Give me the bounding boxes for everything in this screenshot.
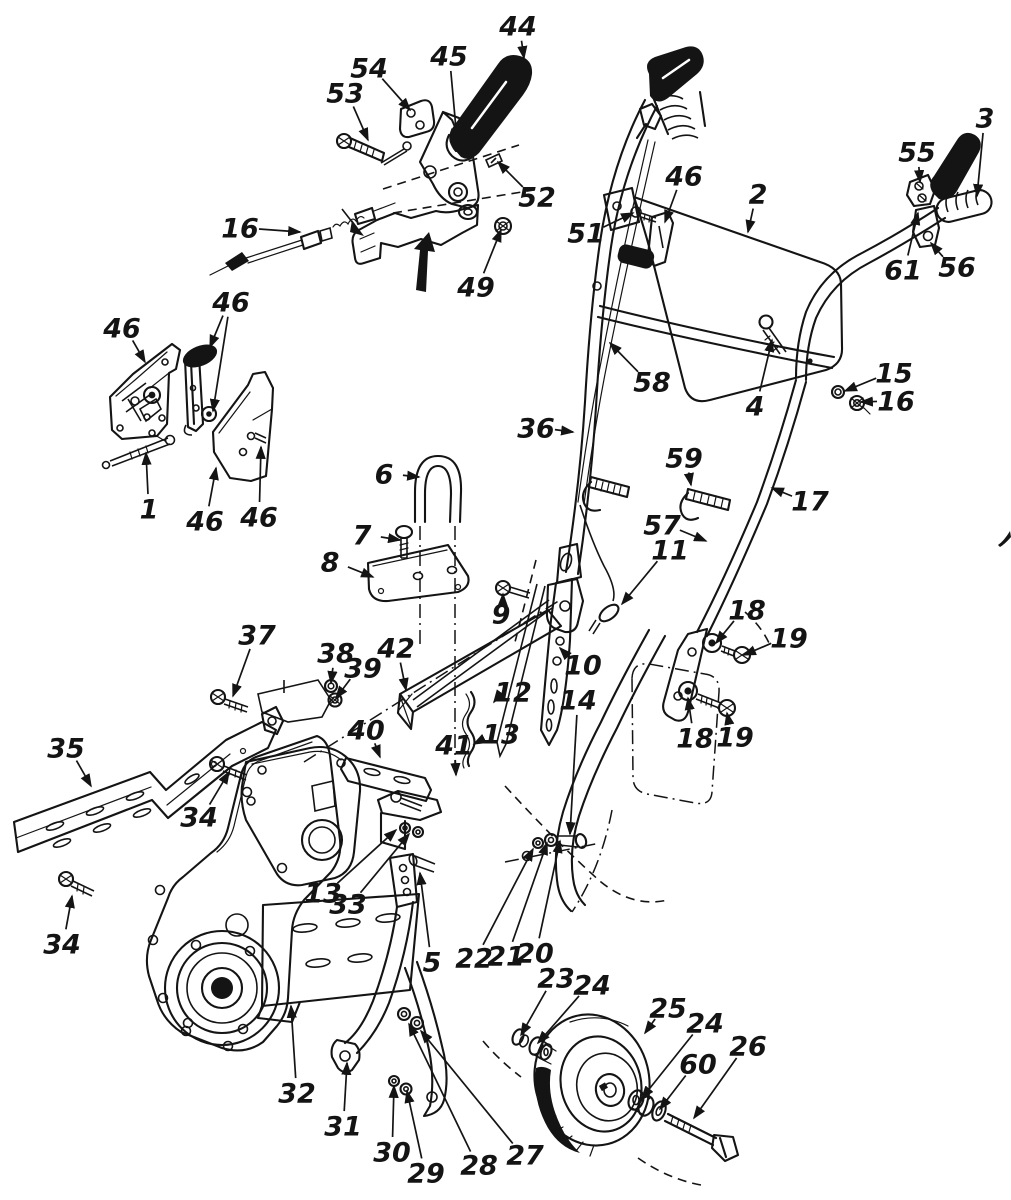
bolt-34-lower: [59, 872, 94, 896]
callout-16: [221, 214, 300, 245]
callout-label: 37: [238, 620, 276, 652]
callout-label: 21: [487, 941, 525, 973]
callout-42: [376, 634, 415, 690]
leader-line: [622, 561, 657, 604]
callout-30: [373, 1086, 411, 1169]
washer-23: [510, 1028, 530, 1048]
callout-label: 28: [460, 1150, 498, 1182]
washer-18-upper: [703, 634, 721, 652]
leader-line: [400, 663, 406, 690]
callout-58: [610, 343, 671, 399]
callout-36: [517, 414, 573, 445]
callout-label: 33: [329, 889, 367, 921]
callout-label: 14: [559, 685, 597, 717]
callout-label: 32: [278, 1078, 316, 1110]
callout-19: [744, 624, 808, 655]
callout-label: 4: [745, 391, 765, 423]
callout-34: [180, 772, 229, 834]
callout-label: 44: [499, 11, 537, 43]
callout-label: 2: [748, 179, 768, 211]
callout-31: [324, 1063, 362, 1143]
leader-line: [772, 488, 792, 496]
panel-lever-46: [616, 212, 673, 270]
callout-20: [516, 841, 560, 970]
callout-label: 7: [352, 520, 372, 552]
callout-13: [474, 720, 520, 751]
callout-label: 24: [573, 970, 611, 1002]
callout-label: 25: [649, 993, 687, 1025]
pivot-clevis: [547, 544, 583, 632]
leader-line: [455, 760, 456, 775]
callout-label: 3: [975, 103, 995, 135]
callout-17: [772, 487, 829, 518]
callout-label: 46: [212, 287, 250, 319]
callout-label: 61: [884, 255, 922, 287]
leader-line: [146, 453, 148, 494]
callout-40: [346, 716, 385, 757]
callout-label: 39: [344, 653, 382, 685]
callout-label: 46: [186, 506, 224, 538]
callout-label: 5: [422, 947, 442, 979]
callout-23: [521, 964, 575, 1035]
leader-line: [919, 167, 920, 182]
leader-line: [409, 1024, 471, 1152]
cable-clamp-54: [400, 100, 434, 137]
callout-label: 54: [350, 53, 388, 85]
callout-46: [664, 162, 703, 222]
callout-5: [420, 873, 441, 979]
callout-label: 38: [317, 638, 355, 670]
leader-line: [233, 649, 250, 696]
callout-label: 58: [633, 367, 671, 399]
bracket-13-33: [378, 791, 441, 849]
leader-line: [393, 1086, 394, 1137]
callout-label: 35: [47, 733, 85, 765]
callout-41: [434, 731, 473, 775]
nut-16: [850, 396, 870, 414]
leader-line: [210, 316, 223, 347]
callout-9: [492, 594, 511, 631]
callout-label: 15: [875, 358, 913, 390]
leader-line: [845, 378, 876, 391]
callout-label: 34: [43, 929, 81, 961]
callout-55: [898, 138, 936, 182]
callout-label: 45: [430, 41, 468, 73]
callout-35: [47, 734, 91, 786]
bolt-9: [496, 581, 530, 598]
right-plate-46: [213, 372, 273, 481]
leader-line: [521, 991, 546, 1035]
callout-label: 56: [938, 252, 976, 284]
shift-rod-1: [103, 436, 175, 469]
callout-18: [676, 698, 714, 755]
callout-label: 40: [347, 715, 385, 747]
leader-line: [538, 996, 579, 1043]
wire-11: [580, 505, 621, 634]
callout-label: 41: [435, 730, 473, 762]
callout-61: [884, 213, 922, 287]
callout-label: 10: [564, 650, 602, 682]
callout-label: 1: [139, 494, 159, 526]
support-leg-31: [332, 854, 417, 1072]
callout-label: 46: [103, 313, 141, 345]
callout-label: 34: [180, 802, 218, 834]
leader-line: [484, 230, 501, 273]
hex-bolt-53: [337, 134, 384, 161]
callout-label: 18: [676, 723, 714, 755]
leader-line: [748, 209, 753, 232]
callout-label: 59: [665, 443, 703, 475]
callout-60: [660, 1050, 717, 1109]
callout-label: 53: [326, 78, 364, 110]
callout-1: [140, 453, 159, 526]
callout-19: [716, 713, 754, 754]
leader-line: [421, 1031, 513, 1144]
leader-line: [209, 468, 216, 506]
leader-line: [259, 229, 300, 232]
callout-label: 29: [407, 1158, 445, 1190]
leader-line: [908, 213, 918, 255]
callout-label: 19: [770, 623, 808, 655]
pin-5: [408, 854, 435, 872]
callout-11: [622, 536, 689, 604]
leader-line: [260, 447, 261, 502]
callout-51: [567, 213, 633, 250]
spring-clip-59-left: [583, 477, 629, 511]
leader-line: [66, 896, 72, 929]
callout-label: 51: [567, 218, 605, 250]
callout-14: [559, 686, 597, 834]
callout-label: 16: [221, 213, 259, 245]
nuts-29-30: [389, 1076, 412, 1095]
callout-label: 31: [324, 1111, 362, 1143]
callout-6: [375, 460, 419, 491]
bolt-19-lower: [696, 694, 735, 716]
clamp-55: [907, 175, 935, 206]
callout-label: 22: [455, 943, 493, 975]
nut-15: [832, 386, 844, 398]
callout-label: 11: [651, 535, 689, 567]
callout-label: 9: [491, 599, 511, 631]
callout-label: 46: [665, 161, 703, 193]
callout-label: 13: [304, 878, 342, 910]
leader-line: [213, 317, 228, 411]
callout-label: 19: [716, 722, 754, 754]
callout-7: [353, 521, 400, 552]
callout-label: 13: [482, 719, 520, 751]
leader-line: [483, 849, 533, 945]
left-grip: [647, 46, 704, 101]
callout-49: [456, 230, 501, 304]
callout-label: 55: [898, 137, 936, 169]
callout-46: [102, 314, 145, 362]
cable-bracket: [353, 205, 479, 264]
callout-56: [931, 243, 976, 284]
throttle-control-assembly: [210, 55, 534, 292]
callout-label: 36: [517, 413, 555, 445]
leader-line: [353, 106, 368, 140]
bolt-37: [211, 690, 248, 712]
callout-2: [748, 180, 767, 232]
callout-46: [185, 468, 224, 538]
callout-34: [43, 896, 81, 961]
leader-line: [344, 1063, 347, 1111]
leader-line: [727, 713, 729, 723]
page-margin-mark: [998, 531, 1011, 547]
leader-line: [555, 430, 573, 432]
leader-line: [337, 830, 396, 883]
u-bolt-6: [415, 456, 461, 522]
callout-label: 18: [728, 595, 766, 627]
callout-label: 23: [537, 963, 575, 995]
callout-29: [407, 1091, 445, 1190]
wheel-hub: [593, 1071, 628, 1109]
callout-label: 27: [506, 1140, 544, 1172]
callout-label: 42: [377, 633, 415, 665]
callout-label: 17: [791, 486, 829, 518]
callout-label: 30: [373, 1137, 411, 1169]
lever-arm-46: [180, 340, 221, 435]
callout-label: 46: [240, 502, 278, 534]
pivot-bolt-14: [505, 833, 600, 862]
upper-handle-assembly: [566, 46, 994, 643]
callout-label: 49: [457, 272, 495, 304]
callout-label: 16: [877, 386, 915, 418]
callout-52: [498, 162, 556, 214]
callout-label: 6: [374, 459, 394, 491]
callout-53: [326, 79, 368, 140]
leader-line: [861, 401, 877, 402]
callout-label: 24: [686, 1008, 724, 1040]
callout-label: 12: [494, 677, 532, 709]
callout-label: 8: [320, 547, 340, 579]
clamp-screw-52: [486, 154, 502, 167]
washer-18-lower: [679, 682, 697, 700]
callout-8: [321, 548, 373, 579]
nut-49: [495, 218, 511, 234]
upper-plate-37: [258, 680, 331, 722]
callout-label: 52: [518, 182, 556, 214]
leader-line: [420, 873, 429, 947]
callout-label: 20: [516, 938, 554, 970]
callout-label: 57: [643, 510, 681, 542]
leader-line: [522, 41, 524, 58]
callout-25: [645, 994, 687, 1033]
callout-37: [233, 621, 276, 696]
axle-bolt-26: [665, 1114, 738, 1161]
right-grip: [930, 133, 981, 200]
shift-lever-cluster: [103, 340, 274, 481]
callout-59: [665, 444, 703, 485]
callout-layer: [43, 12, 994, 1190]
callout-44: [498, 12, 537, 58]
throttle-screw: [381, 142, 411, 165]
leader-line: [381, 537, 400, 540]
callout-10: [560, 648, 602, 682]
callout-46: [239, 447, 278, 534]
lower-bracket-bar: [663, 629, 707, 721]
callout-label: 60: [679, 1049, 717, 1081]
callout-12: [494, 678, 532, 709]
callout-label: 26: [729, 1031, 767, 1063]
spring-clip-59-right: [680, 489, 730, 520]
